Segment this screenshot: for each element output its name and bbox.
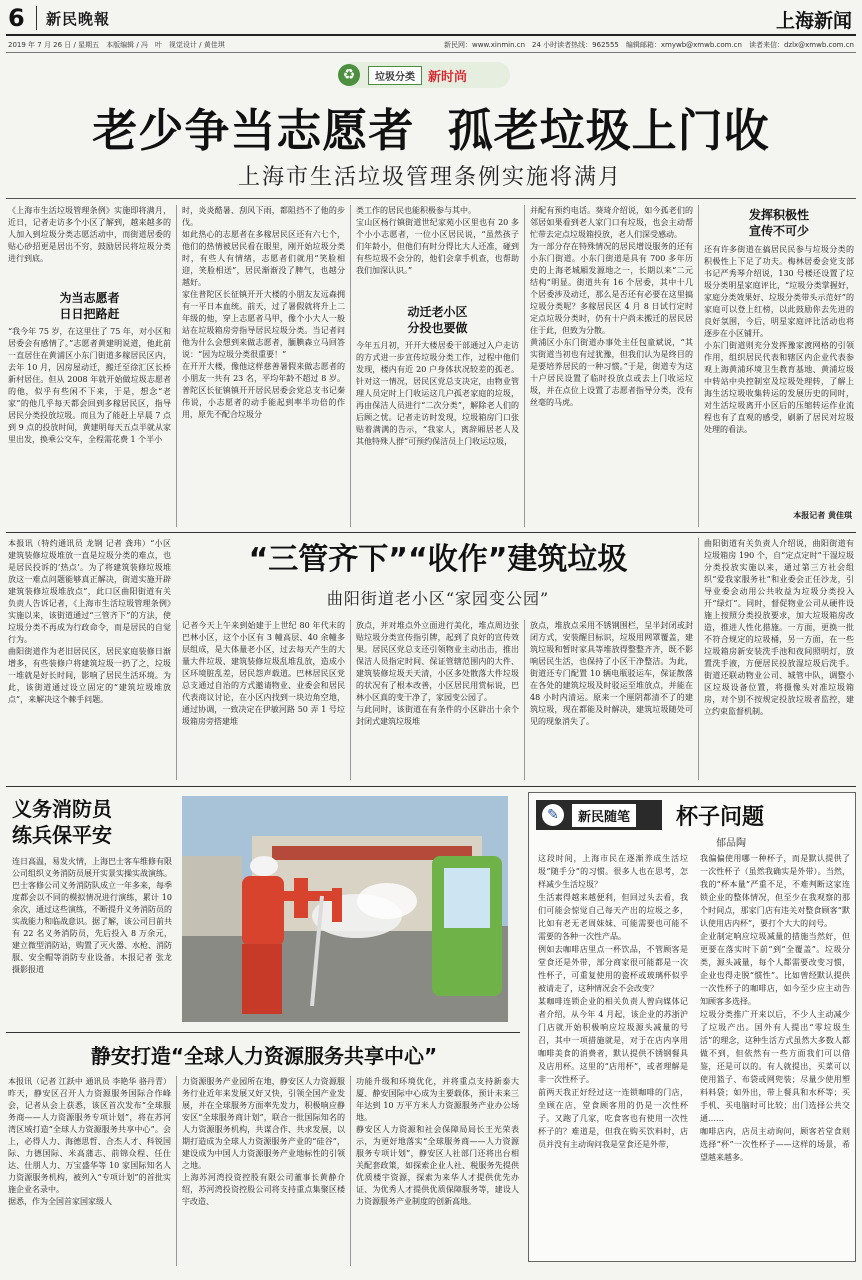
story1-headline: 老少争当志愿者 孤老垃圾上门收 (92, 104, 770, 157)
story4-col1: 本报讯（记者 江跃中 通讯员 李艳华 骆丹青）昨天，静安区召开人力资源服务国际合作峰会，记者从会上获悉，该区首次发布“全球服务商——人力资源服务专项计划”，将在苏河湾区域打造“全球人力资源服务共享中心”。会上，必得人力、海德思哲、合杰人才、科锐国际、力德国际、米高蒲志、前锦众程、任仕达、仕朋人力、万宝盛华等 10 家国际知名人力资源服务机构，被列入“专项计划”的首批实施企业名录中。 据悉，作为全国首家国家级人 (8, 1077, 171, 1206)
story1-subheading-3: 发挥积极性 宣传不可少 (748, 208, 809, 238)
paper-name: 新民晚報 (46, 10, 111, 28)
story2-col5: 曲阳街道有关负责人介绍说，曲阳街道有垃圾箱房 190 个，自“定点定时”干湿垃圾分类投放实施以来，通过第三方社会组织”爱我家服务社”和业委会正任沙龙，引导业委会动用公共收益为垃圾分类投入开“绿灯”。同时，督促物业公司从硬件设施上按照分类投放要求，加大垃圾箱房改造，推进人性化措施。一方面，更换一批不符合规定的垃圾桶，另一方面，在一些垃圾箱房新安装洗手池和夜间照明灯，放置洗手液，方便居民投放湿垃圾后洗手。街道还联动物业公司、城管中队，调整小区垃圾设备位置，将摄像头对准垃圾箱房，对个别不按规定投放垃圾者监控，建立约束监督机制。 (704, 539, 854, 716)
story2-headline: “三管齐下”“收作”建筑垃圾 (248, 542, 628, 577)
story1-col4: 并配有预约电话。葵琦介绍说，如今孤老们的邻居如果看到老人家门口有垃圾，也会主动帮忙带去定点垃圾箱投放，老人们深受感动。 为一部分存在特殊情况的居民增设服务的还有小东门街道。小东门街道是具有 700 多年历史的上海老城厢发源地之一，长期以来“二元结构”明显。街道共有 16 个居委，其中十几个居委涉及动迁，那么是否还有必要在这里搞垃圾分类呢？多稼居民区 4 月 8 日试行定时定点垃圾分类时，仍有十户尚未搬迁的居民居住于此，但致为分散。 黄浦区小东门街道办事处主任包童斌说，“其实街道当初也有过犹豫，但我们认为是终目的是要培养居民的一种习惯。”于是，街道专为这十户居民设置了临时投放点或去上门收运垃圾，并在点位上设置了志愿者指导分类，没有丝毫的马虎。 (530, 206, 693, 407)
story3-headline: 义务消防员 练兵保平安 (12, 797, 112, 847)
banner-tag: 垃圾分类 (368, 66, 422, 85)
story2-col2: 记者今天上午来到始建于上世纪 80 年代末的巴林小区，这个小区有 3 幢高层、40 余幢多层组成，是大体量老小区，过去每天产生的大量大件垃圾、建筑装修垃圾乱堆乱放，造成小区环境脏乱差，居民怨声载道。巴林居民区党总支通过自治的方式邀请物业、业委会和居民代表商议讨论，在小区内找到一块边角空地，通过协调，一致决定在伊敏河路 50 弄 1 号垃圾箱房旁搭建堆 (182, 621, 345, 726)
story1-col1-body: “我今年 75 岁，在这里住了 75 年，对小区和居委会有感情了。”志愿者黄建明说道，他此前一直居住在黄浦区小东门街道多稼居民区内，去年 10 月，因房屋动迁，搬迁至徐汇区长桥新村居住。但从 2008 年就开始做垃圾志愿者的他，似乎有些闲不下来，于是，想念“老家”的他几乎每天都会回到多稼居民区，指导居民分类投放垃圾。而且为了能赶上早晨 7 点到 9 点的投放时间，黄建明每天五点半就从家里出发，换乘公交车，全程需花费 1 个半小 (8, 327, 171, 444)
story1-byline: 本报记者 黄佳琪 (793, 511, 852, 520)
column-title: 杯子问题 (676, 805, 765, 830)
story1-subheading-2: 动迁老小区 分投也要做 (407, 305, 468, 335)
story3-text: 连日高温，易发火情，上海巴士客车维修有限公司组织义务消防员展开实景实操实战演练。巴士客修公司义务消防队成立一年多来，每季度都会以不同的模拟情况进行演练，累计 10 余次，通过这些演练，不断提升义务消防员的实战能力和临战意识。据了解，该公司目前共有 22 名义务消防员，先后投入 8 万余元，建立微型消防站，购置了灭火器、水枪、消防服、安全帽等消防专业设备。本报记者 张龙 摄影报道 (12, 857, 172, 974)
topic-banner (340, 62, 510, 88)
banner-label: 新时尚 (428, 69, 468, 85)
story4-headline: 静安打造“全球人力资源服务共享中心” (90, 1044, 438, 1068)
story1-col3-body: 今年五月初，开开大楼居委干部通过入户走访的方式进一步宣传垃圾分类工作，过程中他们发现，楼内有近 20 户身体状况较差的孤老。针对这一情况，居民区党总支决定，由物业管理人员定时上门收运这几户孤老家庭的垃圾，再由保洁人员进行“二次分类”，解除老人们的后顾之忧。记者走访时发现，垃圾箱房门口张贴着满满的告示，“我家人，离辞厢居老人及其他特殊人群”可预约保洁员上门收运垃圾， (356, 341, 519, 446)
recycle-icon: ♻ (338, 64, 360, 86)
column-badge-label: 新民随笔 (572, 804, 636, 827)
column-author: 郁品陶 (716, 838, 746, 849)
story2-col4: 放点，堆放点采用不锈钢围栏，呈半封闭或封闭方式，安装醒目标识，垃圾用网罩覆盖，建筑垃圾和暂时家具等堆放得整整齐齐，既不影响居民生活，也保持了小区干净整洁。为此，街道还专门配置 10 辆电瓶驳运车，保证散落在各处的建筑垃圾及时驳运至堆放点，并能在 48 小时内清运。原来一个厘阴都清不了的建筑垃圾，现在都能及时解决，建筑垃圾随处可见的现象消失了。 (530, 621, 693, 726)
story1-subheading-1: 为当志愿者 日日把路赶 (59, 291, 120, 321)
story2-col3: 放点，并对堆点外立面进行美化，堆点周边张贴垃圾分类宣传指引牌，起到了良好的宣传效果。居民区党总支还引领物业主动出击，推出保洁人员指定时间、保证管辖范围内的大件、建筑装修垃圾天天清，小区多处散落大件垃圾的状况有了根本改善，小区居民用赏标说，巴林小区真的变干净了，家园变公园了。 与此同时，该街道在有条件的小区辟出十余个封闭式建筑垃圾堆 (356, 621, 519, 726)
story4-col3: 功能升级和环境优化，并将重点支持新泰大厦、静安国际中心成为主要载体，预计未来三年达到 10 万平方米人力资源服务产业办公场地。 静安区人力资源和社会保障局局长王光荣表示，为更好地落实“全球服务商——人力资源服务专项计划”，静安区人社部门还将出台相关配套政策，如探索企业人社、税服务先提供优质楼宇资源，探索为来华人才提供优先办证、为优秀人才提供优质保障服务等，建设人力资源服务产业制度的创新高地。 (356, 1077, 519, 1206)
column-col2: 我偏偏使用哪一种杯子，而是默认提供了一次性杯子（虽然我确实是外带）。当然，我的“杯本量”严重不足，不难判断这家连锁企业的整体情况，但至少在我观察的那个时间点，那家门店有违关对整食顾客“默认使用店内杯”，要打个大大的问号。 企业制定响应垃圾减量的措施当然好，但更要在落实时下前“到”全覆盖”。垃圾分类，源头减量，每个人都需要改变习惯，企业也得走脱“惯性”。比如曾经默认提供一次性杯子的咖啡店，如今至少应主动告知顾客多选择。 垃圾分类推广开来以后，不少人主动减少了垃圾产出。国外有人提出“零垃圾生活”的理念，这种生活方式虽然大多数人都做不到，但依然有一些方面我们可以借鉴，还是可以的。有人就提出，买菜可以使用篮子、布袋或网兜装；尽量少使用塑料料袋；如外出，带上餐具和水杯等；买手机、买电脑时可比较；出门选择公共交通…… 咖啡店内，店员主动询问，顾客若堂食则选择“杯”一次性杯子——这样的场景，希望越来越多。 (700, 854, 850, 1162)
story1-col2: 时，炎炎酷暑、刮风下雨，都阻挡不了他的步伐。 如此热心的志愿者在多稼居民区还有六七个，他们的热情被居民看在眼里，刚开始垃圾分类时，有些人有情绪，志愿者们就用“笑脸相迎，笑脸相送”，居民渐渐没了脾气，也越分越好。 家住普陀区长征镇开开大楼的小朋友友远森拥有一平日本血统。前天，过了暑假就将升上二年级的他，穿上志愿者马甲，像个小大人一般站在垃圾箱房旁指导居民垃圾分类。当记者问他为什么会想到来做志愿者，腼腆森立马回答说：“因为垃圾分类很重要！” 在开开大楼，像他这样慈善暑假来做志愿者的小朋友一共有 23 名，平均年龄不超过 8 岁。普陀区长征镇镇开开居民居委会党总支书记秦伟说，小志愿者的动手能起到率半功倍的作用，原先不配合垃圾分 (182, 206, 345, 419)
story2-subhead: 曲阳街道老小区“家园变公园” (326, 589, 550, 608)
pen-icon: ✎ (542, 804, 564, 826)
column-badge (536, 800, 662, 830)
story1-subhead: 上海市生活垃圾管理条例实施将满月 (237, 165, 622, 190)
story2-col1: 本报讯（特约通讯员 龙钢 记者 龚玮）“小区建筑装修垃圾堆放一直是垃圾分类的难点，也是居民投诉的‘热点’。为了将建筑装修垃圾堆放这一难点问题能够真正解决，街道实施开辟建筑装修垃圾堆放点”，此口区曲阳街道有关负责人告诉记者，《上海市生活垃圾管理条例》实施以来，该街道通过“三管齐下”的方法，使垃圾分类不再成为行政命令，而是居民的自觉行为。 曲阳街道作为老旧居民区，居民家庭装修日渐增多，有些装修户将建筑垃圾一扔了之，垃圾一堆就是好长时间，影响了居民生活环境。为此，该街道通过设立固定的“建筑垃圾堆放点”，来解决这个棘手问题。 (8, 539, 171, 704)
page-number: 6 (8, 4, 25, 32)
firefighter-photo (182, 796, 508, 1022)
header-info-right: 新民网：www.xinmin.cn 24 小时读者热线：962555 编辑邮箱：xmywb@xmwb.com.cn 读者来信：dzlx@xmwb.com.cn (444, 41, 854, 49)
story1-col1-intro: 《上海市生活垃圾管理条例》实施即将满月，近日，记者走访多个小区了解到，越来越多的人加入到垃圾分类志愿活动中，而街道居委的贴心砂招更是居出不穷，鼓励居民将垃圾分类进行到底。 (8, 206, 171, 263)
story4-col2: 力资源服务产业园所在地，静安区人力资源服务行业近年来发展又好又快，引领全国产业发展，并在全球服务方面率先发力，积极响应静安区“全球服务商计划”，联合一批国际知名的人力资源服务机构，共谋合作、共求发展，以期打造成为全球人力资源服务产业的“硅谷”，建设成为中国人力资源服务产业地标性的引领之地。 上海苏河湾投资控股有限公司董事长黄静介绍，苏河湾投资控股公司将支持重点集聚区楼宇改造、 (182, 1077, 345, 1206)
section-title: 上海新闻 (775, 10, 852, 32)
story1-col3-top: 类工作的居民也能积极参与其中。 宝山区杨行镇街道世纪家苑小区里也有 20 多个小小志愿者，一位小区居民说，“虽然孩子们年龄小，但他们有时分得比大人还准，碰到有些垃圾不会分的，他们会拿手机查，也帮助我们加深认识。” (356, 206, 519, 275)
column-col1: 这段时间，上海市民在逐渐养成生活垃圾“随手分”的习惯。很多人也在思考，怎样减少生活垃圾？ 生活素得越来越便利，但回过头去看，我们可能会惊觉自己每天产出的垃圾之多，比如有老无老周妹妹、可能需要也可能不需要的各种一次性产品。 例如去咖啡店里点一杯饮品，不管顾客是堂食还是外带，部分商家很可能都是一次性杯子，可重复使用的瓷杯或玻璃杯似乎被请走了，这种情况会不会改变？ 某咖啡连锁企业的相关负责人曾向媒体记者介绍，从今年 4 月起，该企业的苏浙沪门店就开始积极响应垃圾源头减量的号召，其中一项措施就是，对于在店内享用咖啡美食的消费者，默认提供不锈钢餐具及店用杯。这里的“店用杯”，或者理解是非一次性杯子。 前两天我正好经过这一连锁咖啡的门店，坐顾在店，堂食顾客用的仍是一次性杯子。又跑了几家，吃食客也有使用一次性杯子的？难道是，但我在购买饮料时，店员并没有主动询问我是堂食还是外带， (538, 854, 688, 1149)
header-info-left: 2019 年 7 月 26 日 / 星期五 本版编辑 / 冯 叶 视觉设计 / 黄佳琪 (8, 41, 225, 49)
story1-col5: 还有许多街道在搞居民民参与垃圾分类的积极性上下足了功夫。梅林居委会党支部书记严秀琴介绍说，130 号楼还设置了垃圾分类明星家庭评比，“垃圾分类掌握好，家庭分类效果好、垃圾分类带头示范好”的家庭可以登上红榜，以此鼓励你去先进的良好氛围，今后，明星家庭评比活动也将逐步在小区铺开。 小东门街道则充分发挥豫家渡网格的引领作用，组织居民代表和辖区内企业代表参观上海黄浦环境卫生教育基地、黄浦垃圾中转站中央控制室及垃圾处理转，了解上海生活垃圾收集转运的发展历史的同时，对生活垃圾离开小区后的压缩转运作业流程也有了直观的感受，刷新了居民对垃圾处理的看法。 (704, 245, 854, 434)
